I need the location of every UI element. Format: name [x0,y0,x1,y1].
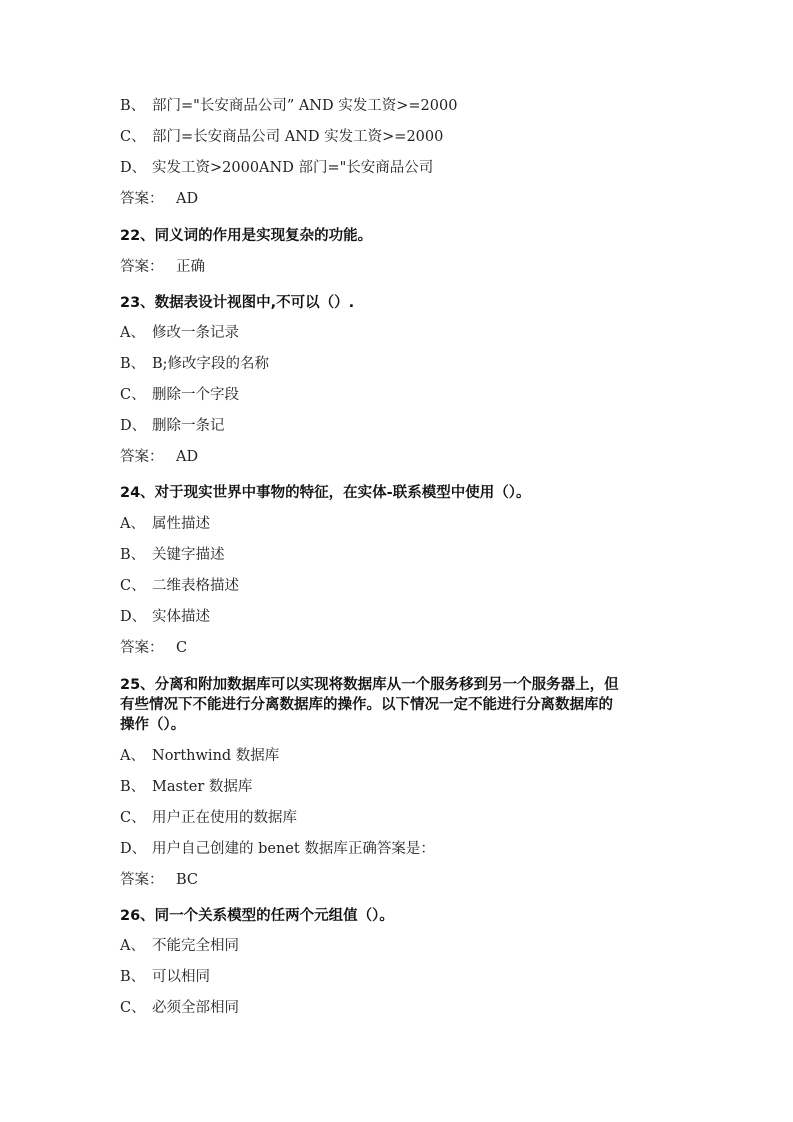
question-line: 26、同一个关系模型的任两个元组值（）。 [120,908,394,924]
option-line [120,158,433,178]
option-letter: C、 [120,810,146,826]
answer-line [120,257,205,277]
option-line [120,936,239,956]
option-line [120,576,239,596]
answer-text: AD [176,449,199,465]
answer-line [120,447,198,467]
option-letter: D、 [120,160,147,176]
option-text: 实体描述 [152,609,210,625]
option-letter: C、 [120,387,146,403]
answer-line [120,638,187,658]
option-letter: B、 [120,356,146,372]
option-text: 部门="长安商品公司” AND 实发工资>=2000 [152,98,458,114]
option-line [120,385,239,405]
answer-label: 答案： [120,191,164,207]
option-text: 二维表格描述 [152,578,239,594]
option-line [120,514,210,534]
option-text: 用户正在使用的数据库 [152,810,297,826]
option-text: 删除一个字段 [152,387,239,403]
answer-label: 答案： [120,872,164,888]
option-letter: A、 [120,516,145,532]
option-line [120,127,443,147]
option-text: 属性描述 [152,516,210,532]
option-text: 可以相同 [152,969,210,985]
option-letter: A、 [120,748,145,764]
option-line [120,777,252,797]
question-line: 有些情况下不能进行分离数据库的操作。以下情况一定不能进行分离数据库的 [120,697,613,713]
option-letter: C、 [120,129,146,145]
option-line [120,607,210,627]
option-text: B;修改字段的名称 [152,356,270,372]
answer-line [120,189,198,209]
option-text: 部门=长安商品公司 AND 实发工资>=2000 [152,129,444,145]
option-letter: D、 [120,418,147,434]
option-letter: C、 [120,578,146,594]
option-line [120,323,239,343]
option-letter: B、 [120,547,146,563]
option-line [120,998,239,1018]
option-text: 实发工资>2000AND 部门="长安商品公司 [152,160,434,176]
option-text: 修改一条记录 [152,325,239,341]
option-text: Master 数据库 [152,779,253,795]
answer-label: 答案： [120,640,164,656]
option-letter: D、 [120,841,147,857]
answer-text: 正确 [176,259,205,275]
option-text: 不能完全相同 [152,938,239,954]
option-letter: B、 [120,779,146,795]
option-letter: D、 [120,609,147,625]
answer-text: C [176,640,188,656]
option-line [120,416,225,436]
answer-text: AD [176,191,199,207]
question-line: 23、数据表设计视图中,不可以（）. [120,295,355,311]
option-line [120,354,269,374]
option-letter: B、 [120,98,146,114]
option-line [120,808,297,828]
option-text: 关键字描述 [152,547,225,563]
option-letter: B、 [120,969,146,985]
question-line: 24、对于现实世界中事物的特征，在实体-联系模型中使用（）。 [120,485,531,501]
option-line [120,96,457,116]
question-line: 25、分离和附加数据库可以实现将数据库从一个服务移到另一个服务器上，但 [120,677,619,693]
option-text: 必须全部相同 [152,1000,239,1016]
question-line: 操作（）。 [120,717,186,733]
option-line [120,545,225,565]
answer-line [120,870,198,890]
answer-text: BC [176,872,199,888]
answer-label: 答案： [120,449,164,465]
option-text: Northwind 数据库 [152,748,280,764]
option-line [120,839,435,859]
answer-label: 答案： [120,259,164,275]
option-line [120,967,210,987]
option-line [120,746,279,766]
option-letter: A、 [120,325,145,341]
question-line: 22、同义词的作用是实现复杂的功能。 [120,228,373,244]
option-letter: C、 [120,1000,146,1016]
option-text: 用户自己创建的 benet 数据库正确答案是： [152,841,435,857]
option-letter: A、 [120,938,145,954]
option-text: 删除一条记 [152,418,225,434]
